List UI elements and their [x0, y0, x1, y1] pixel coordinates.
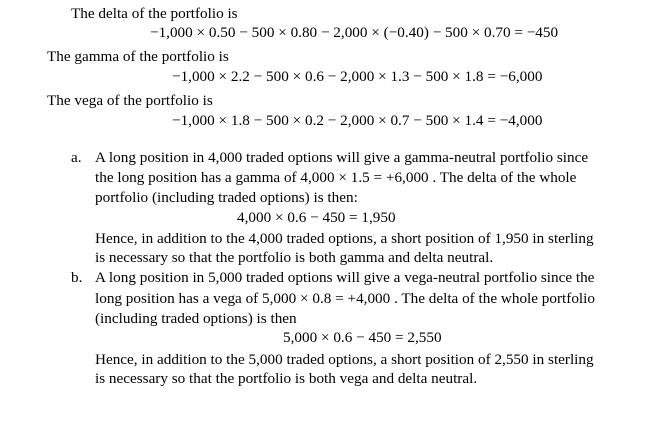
part-a-equation: 4,000 × 0.6 − 450 = 1,950: [237, 209, 396, 226]
part-b-line-3: (including traded options) is then: [95, 310, 297, 327]
part-a-line-1: A long position in 4,000 traded options will give a gamma-neutral portfolio since: [95, 149, 589, 166]
vega-label: The vega of the portfolio is: [47, 92, 213, 109]
gamma-label: The gamma of the portfolio is: [47, 48, 229, 65]
part-a-line-5: is necessary so that the portfolio is both gamma and delta neutral.: [95, 249, 494, 266]
part-b-line-4: Hence, in addition to the 5,000 traded options, a short position of 2,550 in sterling: [95, 351, 594, 368]
part-a-line-3: portfolio (including traded options) is then:: [95, 189, 358, 206]
vega-equation: −1,000 × 1.8 − 500 × 0.2 − 2,000 × 0.7 − 500 × 1.4 = −4,000: [172, 112, 543, 129]
part-b-marker: b.: [71, 269, 83, 286]
part-a-line-4: Hence, in addition to the 4,000 traded options, a short position of 1,950 in sterling: [95, 230, 594, 247]
part-b-line-5: is necessary so that the portfolio is both vega and delta neutral.: [95, 370, 478, 387]
part-b-line-1: A long position in 5,000 traded options will give a vega-neutral portfolio since the: [95, 269, 595, 286]
part-a-marker: a.: [71, 149, 82, 166]
delta-equation: −1,000 × 0.50 − 500 × 0.80 − 2,000 × (−0.40) − 500 × 0.70 = −450: [150, 24, 559, 41]
part-b-line-2: long position has a vega of 5,000 × 0.8 = +4,000 . The delta of the whole portfolio: [95, 290, 595, 307]
part-b-equation: 5,000 × 0.6 − 450 = 2,550: [283, 329, 442, 346]
gamma-equation: −1,000 × 2.2 − 500 × 0.6 − 2,000 × 1.3 − 500 × 1.8 = −6,000: [172, 68, 543, 85]
part-a-line-2: the long position has a gamma of 4,000 × 1.5 = +6,000 . The delta of the whole: [95, 169, 577, 186]
delta-label: The delta of the portfolio is: [71, 5, 238, 22]
